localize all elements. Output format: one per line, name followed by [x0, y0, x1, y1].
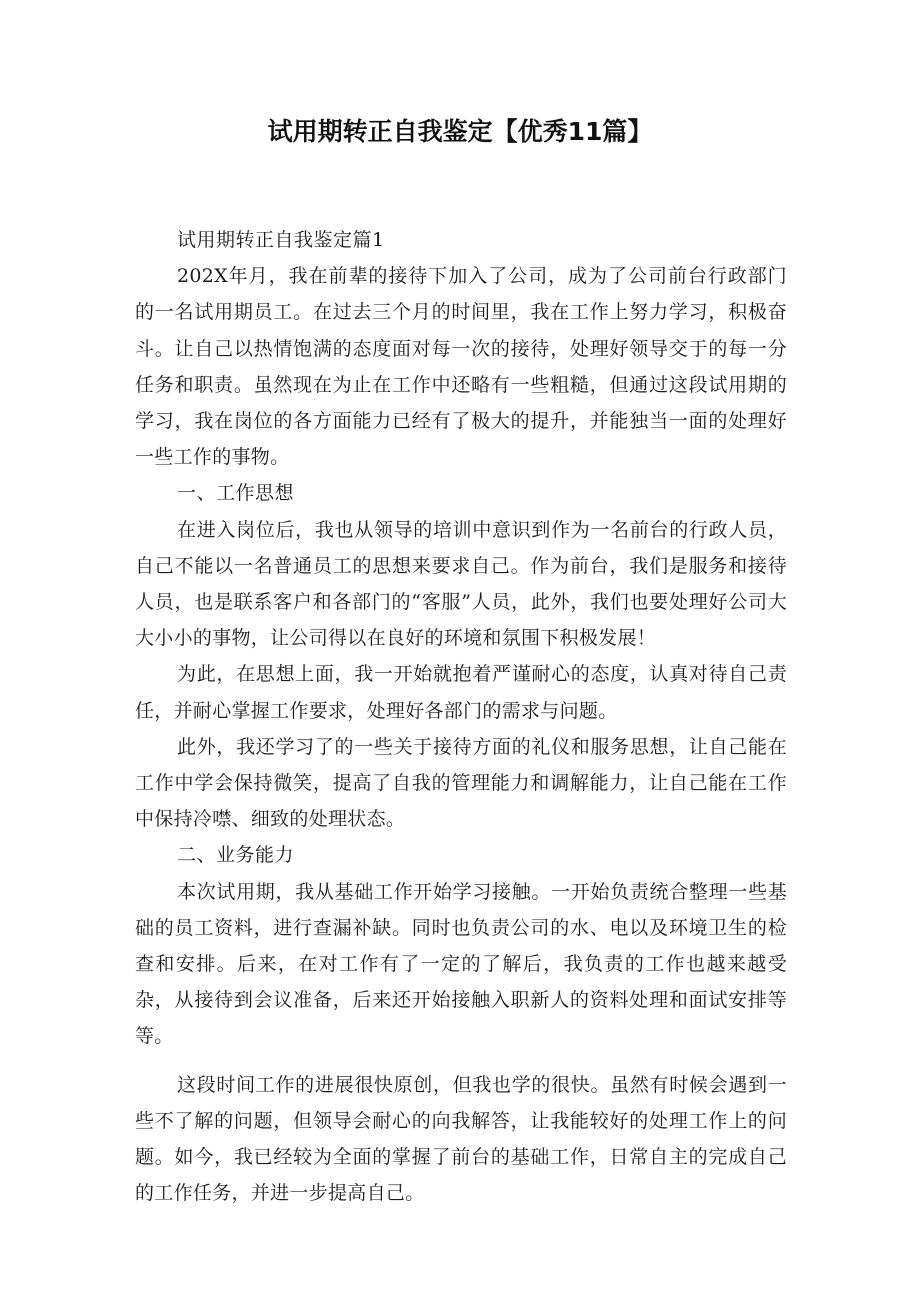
document-body	[135, 222, 787, 1211]
paragraph-work-thinking-3: 此外，我还学习了的一些关于接待方面的礼仪和服务思想，让自己能在工作中学会保持微笑，提高了自我的管理能力和调解能力，让自己能在工作中保持冷噤、细致的处理状态。	[135, 735, 787, 831]
paragraph-business-ability-2: 这段时间工作的进展很快原创，但我也学的很快。虽然有时候会遇到一些不了解的问题，但领导会耐心的向我解答，让我能较好的处理工作上的问题。如今，我已经较为全面的掌握了前台的基础工作，日常自主的完成自己的工作任务，并进一步提高自己。	[135, 1073, 787, 1205]
section-heading-work-thinking: 一、工作思想	[177, 482, 295, 505]
paragraph-intro: 202X年月，我在前辈的接待下加入了公司，成为了公司前台行政部门的一名试用期员工。在过去三个月的时间里，我在工作上努力学习，积极奋斗。让自己以热情饱满的态度面对每一次的接待，处理好领导交于的每一分任务和职责。虽然现在为止在工作中还略有一些粗糙，但通过这段试用期的学习，我在岗位的各方面能力已经有了极大的提升，并能独当一面的处理好一些工作的事物。	[135, 265, 787, 469]
section-heading-business-ability: 二、业务能力	[177, 844, 295, 867]
paragraph-spacer	[135, 1055, 787, 1067]
paragraph-business-ability-1: 本次试用期，我从基础工作开始学习接触。一开始负责统合整理一些基础的员工资料，进行查漏补缺。同时也负责公司的水、电以及环境卫生的检查和安排。后来，在对工作有了一定的了解后，我负责的工作也越来越受杂，从接待到会议准备，后来还开始接触入职新人的资料处理和面试安排等等。	[135, 880, 787, 1048]
paragraph-work-thinking-1: 在进入岗位后，我也从领导的培训中意识到作为一名前台的行政人员，自己不能以一名普通员工的思想来要求自己。作为前台，我们是服务和接待人员，也是联系客户和各部门的“客服”人员，此外，我们也要处理好公司大大小小的事物，让公司得以在良好的环境和氛围下积极发展！	[135, 518, 787, 650]
document-title: 试用期转正自我鉴定【优秀11篇】	[267, 117, 653, 146]
section-heading-article-1: 试用期转正自我鉴定篇1	[177, 229, 385, 251]
paragraph-work-thinking-2: 为此，在思想上面，我一开始就抱着严谨耐心的态度，认真对待自己责任，并耐心掌握工作要求，处理好各部门的需求与问题。	[135, 663, 787, 722]
